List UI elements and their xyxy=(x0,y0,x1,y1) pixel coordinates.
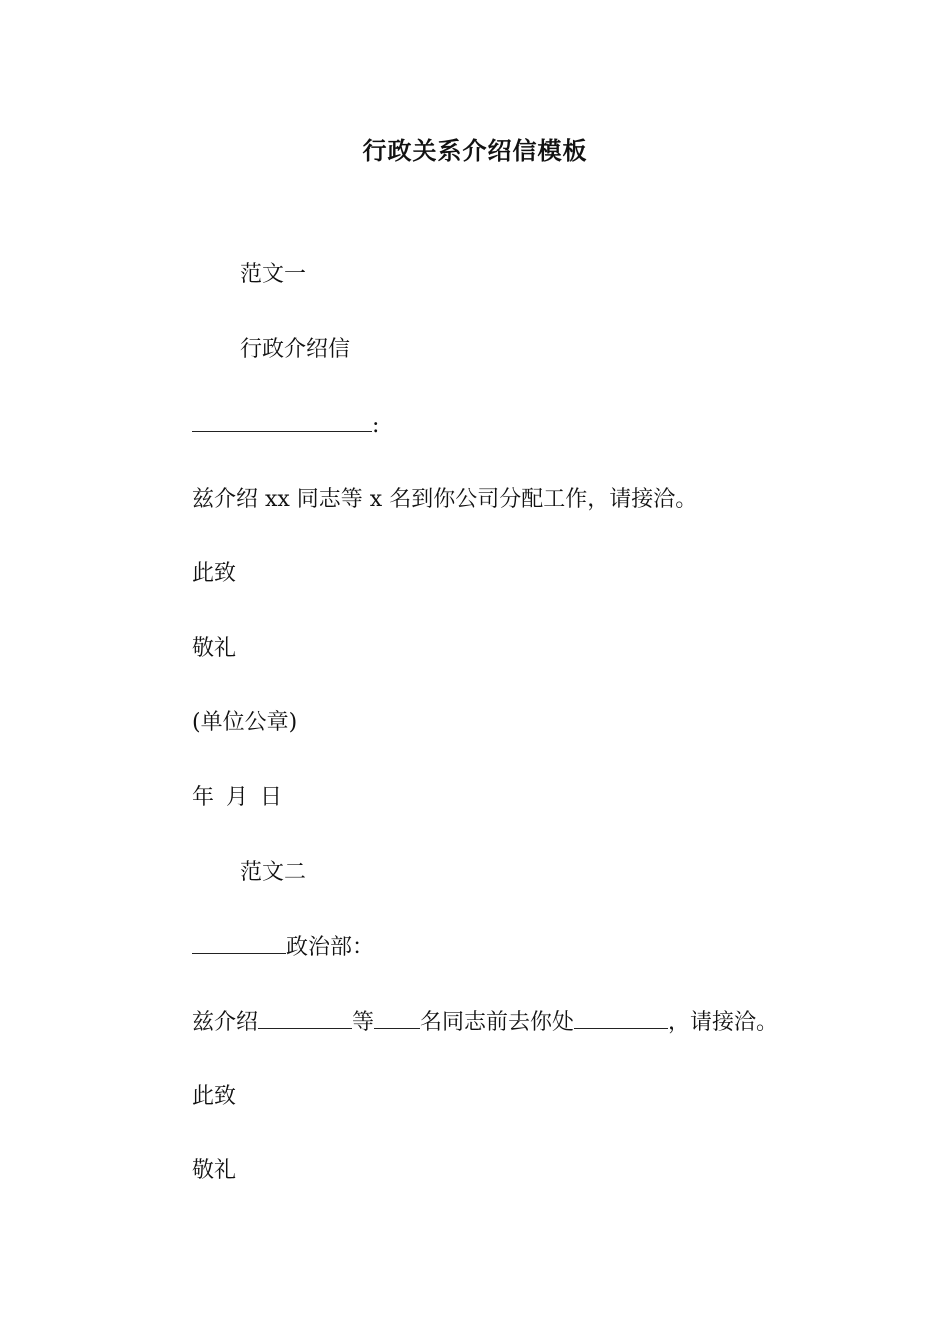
sample2-closing-1: 此致 xyxy=(192,1084,237,1109)
addressee-blank xyxy=(192,409,372,432)
date-month: 月 xyxy=(226,785,249,810)
blank-2 xyxy=(374,1006,420,1029)
sample1-heading: 范文一 xyxy=(240,262,307,287)
sample1-subheading: 行政介绍信 xyxy=(240,337,351,362)
sample1-closing-2: 敬礼 xyxy=(192,636,237,661)
sample2-body xyxy=(192,1006,778,1039)
sample2-closing-2: 敬礼 xyxy=(192,1158,237,1183)
addressee-colon: : xyxy=(372,413,380,438)
document-title: 行政关系介绍信模板 xyxy=(362,136,588,165)
body-part-2: 等 xyxy=(352,1010,375,1035)
sample1-addressee-line xyxy=(192,409,379,442)
sample1-body: 兹介绍 xx 同志等 x 名到你公司分配工作，请接洽。 xyxy=(192,487,698,512)
sample2-addressee-line xyxy=(192,931,374,964)
addressee-blank xyxy=(192,931,286,954)
addressee-suffix: 政治部： xyxy=(286,935,375,960)
sample2-heading: 范文二 xyxy=(240,860,307,885)
date-day: 日 xyxy=(260,785,283,810)
sample1-date-line xyxy=(192,782,282,814)
sample1-closing-1: 此致 xyxy=(192,561,237,586)
blank-1 xyxy=(258,1006,352,1029)
body-part-3: 名同志前去你处 xyxy=(420,1010,575,1035)
body-part-1: 兹介绍 xyxy=(192,1010,259,1035)
sample1-seal: (单位公章) xyxy=(192,710,298,735)
body-part-4: ，请接洽。 xyxy=(668,1010,779,1035)
blank-3 xyxy=(574,1006,668,1029)
date-year: 年 xyxy=(192,785,215,810)
